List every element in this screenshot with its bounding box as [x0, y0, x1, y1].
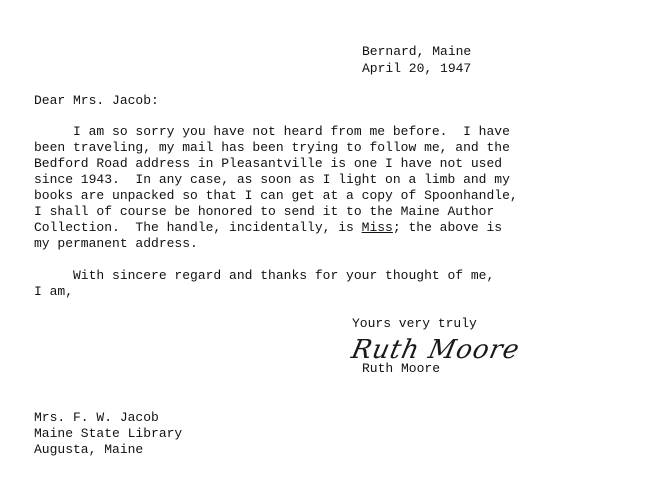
recipient-city: Augusta, Maine	[34, 442, 144, 457]
body-line: been traveling, my mail has been trying to follow me, and the	[34, 140, 510, 155]
handwritten-signature: Ruth Moore	[348, 335, 523, 365]
body-line-emphasis	[34, 220, 502, 236]
body-line: since 1943. In any case, as soon as I light on a limb and my	[34, 172, 510, 187]
body-line: With sincere regard and thanks for your thought of me,	[34, 268, 495, 283]
emphasis-word: Miss	[361, 220, 393, 235]
body-line: Bedford Road address in Pleasantville is one I have not used	[34, 156, 503, 171]
recipient-name: Mrs. F. W. Jacob	[34, 410, 159, 425]
salutation: Dear Mrs. Jacob:	[34, 93, 159, 108]
body-line: I am so sorry you have not heard from me before. I have	[34, 124, 510, 139]
sender-place: Bernard, Maine	[362, 44, 472, 59]
letter-date: April 20, 1947	[362, 61, 472, 76]
typed-name: Ruth Moore	[362, 361, 441, 376]
body-line: I am,	[34, 284, 74, 299]
closing: Yours very truly	[352, 316, 477, 331]
body-line-start: Collection. The handle, incidentally, is	[34, 220, 362, 235]
body-line: my permanent address.	[34, 236, 198, 251]
body-line: I shall of course be honored to send it to the Maine Author	[34, 204, 495, 219]
body-line: books are unpacked so that I can get at a copy of Spoonhandle,	[34, 188, 518, 203]
recipient-organization: Maine State Library	[34, 426, 183, 441]
body-line-end: ; the above is	[392, 220, 503, 235]
